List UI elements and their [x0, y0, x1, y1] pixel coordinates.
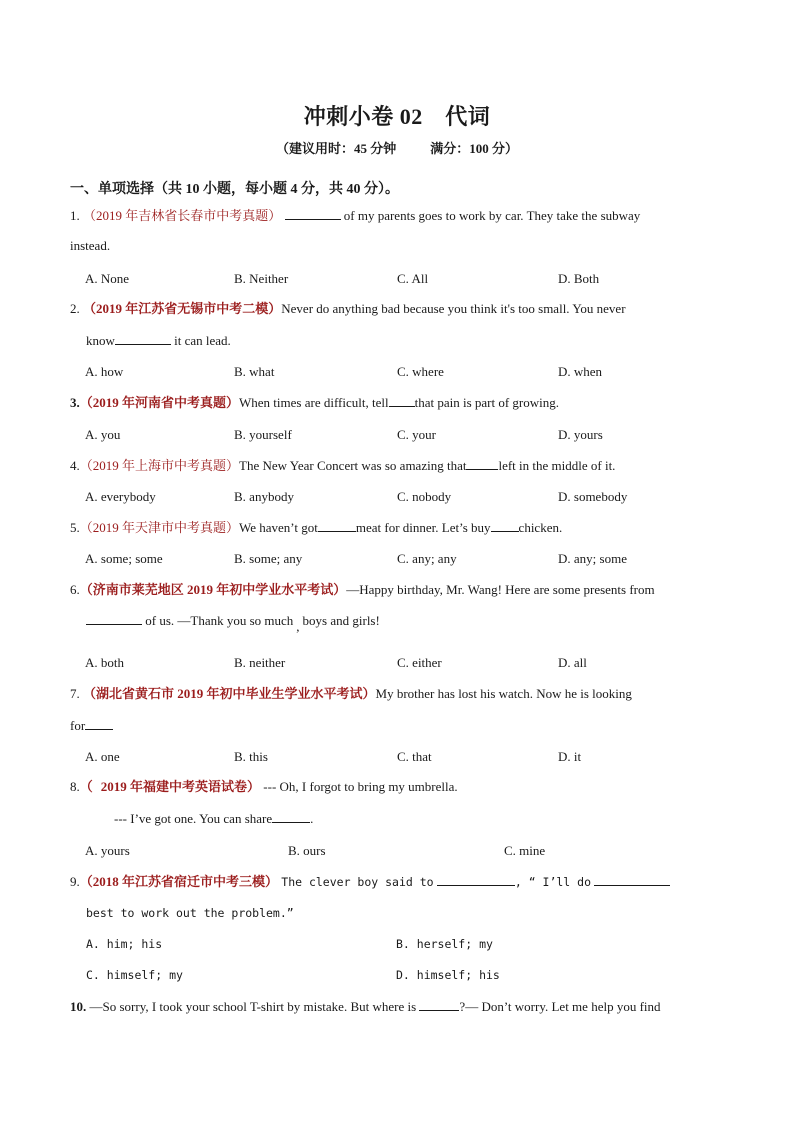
question-text: The New Year Concert was so amazing that — [239, 458, 467, 473]
section-heading: 一、单项选择（共 10 小题，每小题 4 分，共 40 分）。 — [70, 182, 399, 197]
page-title: 冲刺小卷 02 代词 — [303, 104, 491, 129]
question-1-line2: instead. — [70, 238, 111, 253]
question-source: （2019 年河南省中考真题） — [79, 395, 240, 410]
question-text: know — [86, 333, 115, 348]
suggested-time: （建议用时：45 分钟 — [275, 141, 397, 156]
option-a: A. one — [85, 749, 120, 764]
option-c: C. nobody — [397, 489, 452, 504]
question-text: of us. —Thank you so much — [145, 613, 294, 628]
question-source-open: （ — [79, 779, 93, 794]
question-text: My brother has lost his watch. Now he is looking — [375, 686, 632, 701]
question-number: 8. — [70, 779, 80, 794]
option-c: C. himself; my — [86, 968, 183, 982]
question-2 — [70, 302, 626, 315]
question-7 — [70, 687, 632, 700]
answer-blank — [318, 520, 356, 532]
question-8-line2 — [114, 811, 313, 825]
page-subtitle — [0, 138, 794, 157]
question-text: . — [310, 811, 314, 826]
question-source: （2019 年江苏省无锡市中考二模） — [83, 301, 282, 316]
answer-blank — [389, 395, 415, 407]
option-c: C. any; any — [397, 551, 457, 566]
option-d: D. when — [558, 364, 603, 379]
question-source: （2019 年吉林省长春市中考真题） — [83, 208, 282, 223]
question-source: （2018 年江苏省宿迁市中考三模） — [79, 874, 279, 889]
question-6-line2 — [86, 613, 380, 634]
question-number: 1. — [70, 208, 80, 223]
option-b: B. yourself — [234, 427, 292, 442]
question-8 — [70, 780, 458, 793]
question-text: for — [70, 718, 86, 733]
option-a: A. you — [85, 427, 121, 442]
question-text: We haven’t got — [239, 520, 318, 535]
option-a: A. how — [85, 364, 124, 379]
question-text: of my parents goes to work by car. They take the subway — [343, 208, 641, 223]
question-number: 2. — [70, 301, 80, 316]
answer-blank — [491, 520, 519, 532]
question-number: 9. — [70, 874, 80, 889]
question-number: 5. — [70, 520, 80, 535]
option-c: C. your — [397, 427, 436, 442]
answer-blank — [86, 613, 142, 625]
question-10 — [70, 999, 661, 1013]
question-text: —Happy birthday, Mr. Wang! Here are some presents from — [346, 582, 655, 597]
question-number: 7. — [70, 686, 80, 701]
option-d: D. himself; his — [396, 968, 500, 982]
question-source: （湖北省黄石市 2019 年初中毕业生学业水平考试） — [83, 686, 376, 701]
option-b: B. neither — [234, 655, 286, 670]
question-text: --- I’ve got one. You can share — [114, 811, 273, 826]
question-7-line2 — [70, 718, 113, 732]
question-text: When times are difficult, tell — [239, 395, 389, 410]
question-text: that pain is part of growing. — [414, 395, 560, 410]
option-c: C. All — [397, 271, 429, 286]
question-text: meat for dinner. Let’s buy — [355, 520, 491, 535]
option-a: A. both — [85, 655, 124, 670]
answer-blank — [85, 718, 113, 730]
question-text: boys and girls! — [302, 613, 380, 628]
option-d: D. any; some — [558, 551, 627, 566]
option-b: B. what — [234, 364, 275, 379]
full-score: 满分：100 分） — [430, 141, 519, 156]
option-a: A. some; some — [85, 551, 163, 566]
option-b: B. anybody — [234, 489, 294, 504]
option-c: C. that — [397, 749, 432, 764]
option-b: B. Neither — [234, 271, 289, 286]
answer-blank — [594, 874, 670, 886]
option-c: C. mine — [504, 843, 546, 858]
question-9 — [70, 874, 670, 889]
question-5 — [70, 520, 562, 534]
question-text: , “ I’ll do — [514, 875, 592, 889]
option-d: D. somebody — [558, 489, 628, 504]
answer-blank — [466, 458, 498, 470]
option-b: B. ours — [288, 843, 326, 858]
question-source: （济南市莱芜地区 2019 年初中学业水平考试） — [79, 582, 347, 597]
option-c: C. either — [397, 655, 442, 670]
question-text: ?— Don’t worry. Let me help you find — [459, 999, 661, 1014]
question-2-line2 — [86, 333, 231, 347]
option-b: B. some; any — [234, 551, 303, 566]
option-d: D. Both — [558, 271, 600, 286]
question-source: 2019 年福建中考英语试卷） — [100, 779, 261, 794]
option-a: A. yours — [85, 843, 130, 858]
question-text: Never do anything bad because you think it's too small. You never — [281, 301, 626, 316]
question-6 — [70, 583, 655, 596]
question-9-line2: best to work out the problem.” — [86, 906, 294, 920]
question-comma: , — [296, 619, 300, 634]
option-b: B. herself; my — [396, 937, 493, 951]
question-number: 3. — [70, 395, 80, 410]
question-number: 10. — [70, 999, 87, 1014]
answer-blank — [437, 874, 515, 886]
question-text: —So sorry, I took your school T-shirt by mistake. But where is — [89, 999, 417, 1014]
question-text: --- Oh, I forgot to bring my umbrella. — [263, 779, 458, 794]
answer-blank — [272, 811, 310, 823]
question-text: it can lead. — [174, 333, 231, 348]
option-a: A. everybody — [85, 489, 156, 504]
option-b: B. this — [234, 749, 268, 764]
answer-blank — [419, 999, 459, 1011]
question-text: chicken. — [518, 520, 563, 535]
option-c: C. where — [397, 364, 444, 379]
question-1 — [70, 208, 640, 222]
option-a: A. None — [85, 271, 130, 286]
question-number: 6. — [70, 582, 80, 597]
option-a: A. him; his — [86, 937, 163, 951]
option-d: D. it — [558, 749, 582, 764]
option-d: D. yours — [558, 427, 603, 442]
question-text: left in the middle of it. — [498, 458, 616, 473]
question-source: （2019 年天津市中考真题） — [79, 520, 240, 535]
answer-blank — [115, 333, 171, 345]
question-number: 4. — [70, 458, 80, 473]
option-d: D. all — [558, 655, 587, 670]
question-3 — [70, 395, 559, 409]
answer-blank — [285, 208, 341, 220]
question-4 — [70, 458, 615, 472]
question-source: （2019 年上海市中考真题） — [79, 458, 240, 473]
question-text: The clever boy said to — [281, 875, 434, 889]
